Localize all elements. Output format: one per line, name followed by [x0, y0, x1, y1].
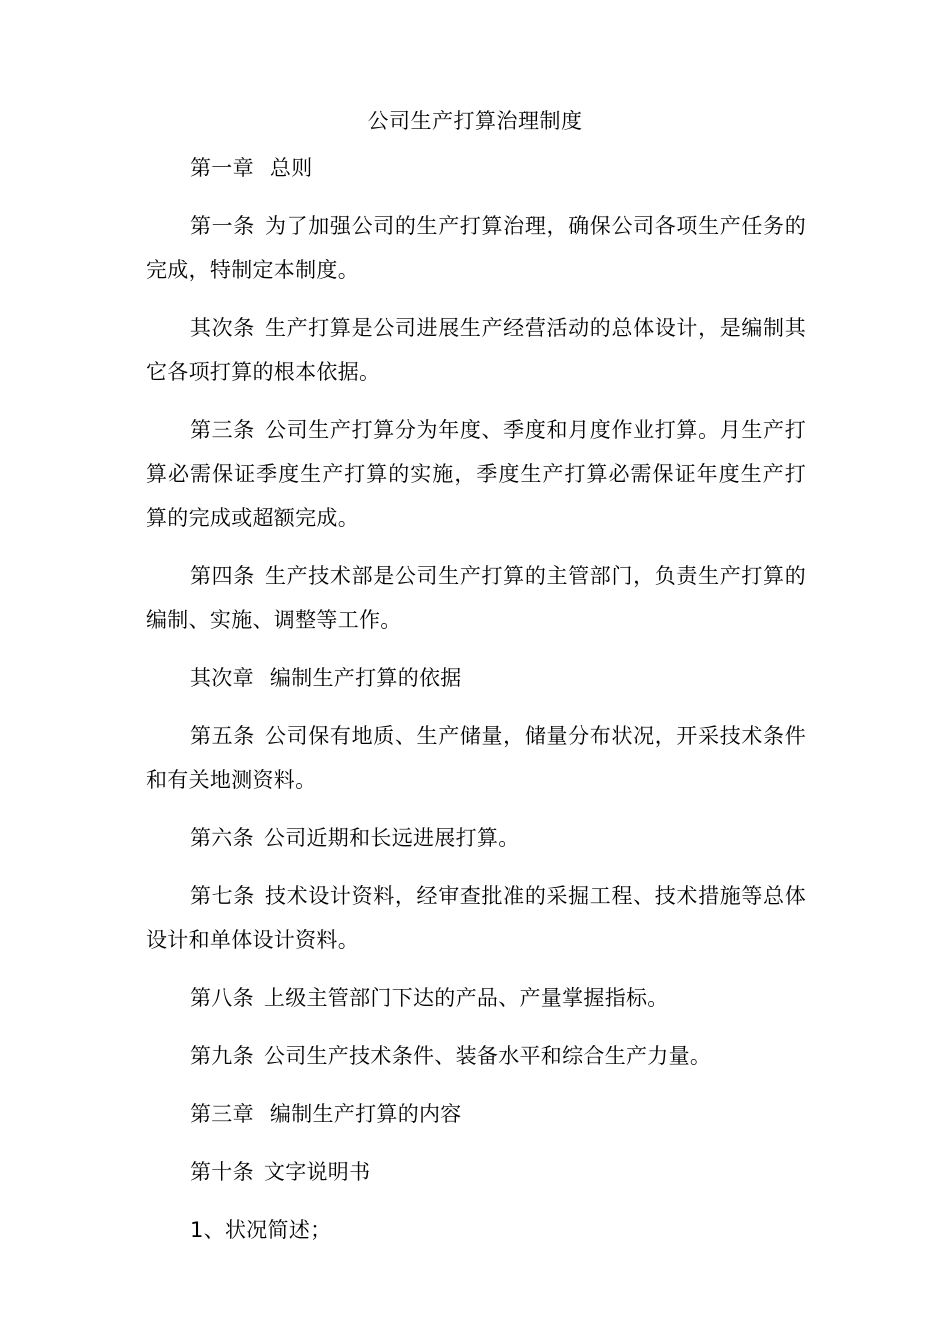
chapter-label: 第一章 — [190, 156, 254, 180]
article-label: 第八条 — [190, 986, 254, 1010]
article-paragraph — [146, 408, 806, 540]
article-text: 上级主管部门下达的产品、产量掌握指标。 — [263, 986, 669, 1010]
article-label: 第五条 — [190, 724, 255, 748]
chapter-heading — [146, 656, 806, 700]
chapter-title: 总则 — [269, 156, 313, 180]
article-label: 第十条 — [190, 1160, 254, 1184]
article-text: 技术设计资料，经审查批准的采掘工程、技术措施等总体设计和单体设计资料。 — [146, 884, 806, 952]
article-label: 第一条 — [190, 214, 255, 238]
article-text: 公司生产打算分为年度、季度和月度作业打算。月生产打算必需保证季度生产打算的实施，季度生产打算必需保证年度生产打算的完成或超额完成。 — [146, 418, 806, 530]
article-label: 第九条 — [190, 1044, 254, 1068]
list-item-text: 1、状况简述； — [190, 1218, 332, 1242]
document-body — [146, 146, 806, 1266]
article-text: 公司近期和长远进展打算。 — [263, 826, 520, 850]
article-paragraph — [146, 1150, 806, 1194]
list-item — [146, 1208, 806, 1252]
article-paragraph — [146, 204, 806, 292]
article-label: 第三条 — [190, 418, 255, 442]
article-label: 其次条 — [190, 316, 255, 340]
chapter-label: 其次章 — [190, 666, 254, 690]
article-paragraph — [146, 306, 806, 394]
article-paragraph — [146, 714, 806, 802]
article-text: 生产打算是公司进展生产经营活动的总体设计，是编制其它各项打算的根本依据。 — [146, 316, 806, 384]
article-label: 第七条 — [190, 884, 255, 908]
article-paragraph — [146, 874, 806, 962]
article-label: 第六条 — [190, 826, 254, 850]
article-label: 第四条 — [190, 564, 255, 588]
article-text: 公司保有地质、生产储量，储量分布状况，开采技术条件和有关地测资料。 — [146, 724, 806, 792]
document-title: 公司生产打算治理制度 — [367, 109, 583, 133]
chapter-label: 第三章 — [190, 1102, 254, 1126]
article-paragraph — [146, 816, 806, 860]
article-text: 生产技术部是公司生产打算的主管部门，负责生产打算的编制、实施、调整等工作。 — [146, 564, 806, 632]
article-paragraph — [146, 1034, 806, 1078]
article-text: 为了加强公司的生产打算治理，确保公司各项生产任务的完成，特制定本制度。 — [146, 214, 806, 282]
article-paragraph — [146, 976, 806, 1020]
article-text: 公司生产技术条件、装备水平和综合生产力量。 — [263, 1044, 712, 1068]
article-text: 文字说明书 — [263, 1160, 371, 1184]
article-paragraph — [146, 554, 806, 642]
chapter-title: 编制生产打算的依据 — [269, 666, 462, 690]
chapter-heading — [146, 146, 806, 190]
chapter-title: 编制生产打算的内容 — [269, 1102, 462, 1126]
chapter-heading — [146, 1092, 806, 1136]
